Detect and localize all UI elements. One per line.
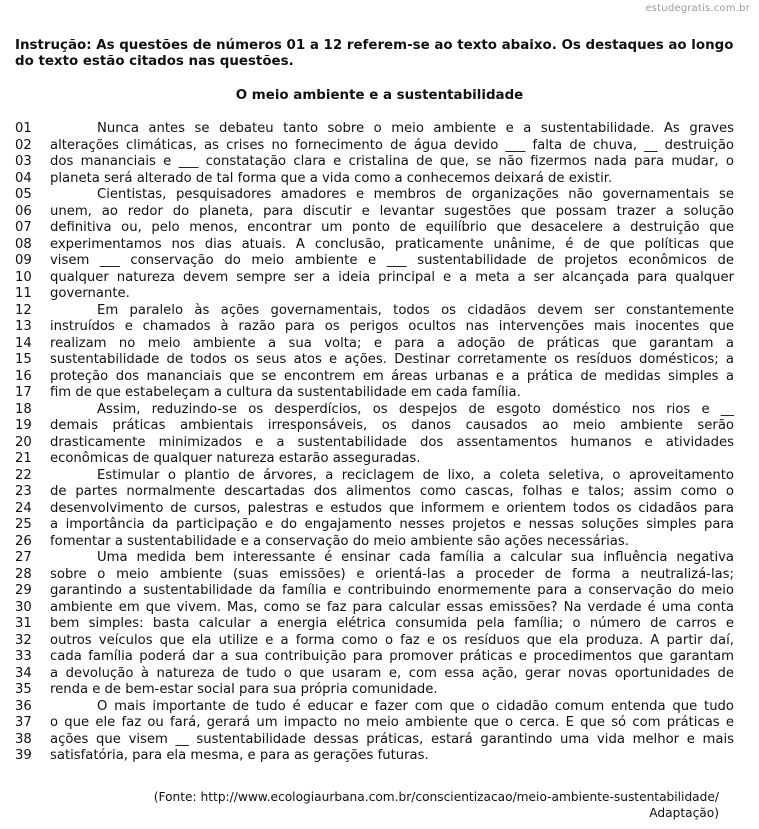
text-line bbox=[15, 550, 734, 567]
line-number: 01 bbox=[15, 121, 32, 136]
line-text: fomentar a sustentabilidade e a conservação do meio ambiente são ações necessárias. bbox=[50, 533, 629, 549]
text-line bbox=[15, 566, 734, 584]
line-text: outros veículos que ela utilize e a forma como o faz e os resíduos que ela produza. A partir daí, bbox=[50, 632, 734, 648]
line-text: Cientistas, pesquisadores amadores e membros de organizações não governamentais se bbox=[97, 187, 734, 202]
line-number: 21 bbox=[15, 451, 32, 466]
line-text: drasticamente minimizados e a sustentabilidade dos assentamentos humanos e atividades bbox=[50, 434, 734, 450]
text-line bbox=[15, 434, 734, 452]
text-line bbox=[15, 335, 734, 353]
line-number: 07 bbox=[15, 220, 32, 235]
text-line bbox=[15, 467, 734, 485]
line-number: 38 bbox=[15, 731, 32, 747]
line-text: planeta será alterado de tal forma que a vida como a conhecemos deixará de existir. bbox=[50, 170, 613, 186]
line-text: de partes normalmente descartadas dos alimentos como cascas, folhas e talos; assim como o bbox=[50, 484, 734, 499]
line-number: 34 bbox=[15, 665, 32, 681]
text-line bbox=[15, 748, 720, 765]
text-line bbox=[15, 269, 734, 287]
line-number: 37 bbox=[15, 715, 32, 730]
line-text: demais práticas ambientais irresponsáveis, os danos causados ao meio ambiente serão bbox=[50, 418, 734, 433]
line-number: 28 bbox=[15, 566, 32, 582]
line-number: 29 bbox=[15, 583, 32, 598]
text-line bbox=[15, 236, 734, 254]
line-text: desenvolvimento de cursos, palestras e estudos que informem e orientem todos os cidadãos para bbox=[50, 500, 734, 516]
line-text: realizam no meio ambiente a sua volta; e para a adoção de práticas que garantam a bbox=[50, 335, 734, 351]
source-url: (Fonte: http://www.ecologiaurbana.com.br/conscientizacao/meio-ambiente-sustentabilidade/ bbox=[153, 790, 719, 804]
text-line bbox=[15, 171, 720, 188]
text-line bbox=[15, 137, 734, 155]
line-text: Em paralelo às ações governamentais, todos os cidadãos devem ser constantemente bbox=[97, 302, 734, 318]
line-number: 16 bbox=[15, 368, 32, 384]
line-text: o que ele faz ou fará, gerará um impacto no meio ambiente que o cerca. E que só com práticas e bbox=[50, 715, 734, 730]
line-number: 05 bbox=[15, 187, 32, 202]
text-line bbox=[15, 517, 734, 534]
line-number: 35 bbox=[15, 682, 32, 697]
line-number: 30 bbox=[15, 599, 32, 615]
site-watermark: estudegratis.com.br bbox=[645, 3, 750, 14]
line-number: 26 bbox=[15, 533, 32, 549]
line-text: ambiente em que vivem. Mas, como se faz para calcular essas emissões? Na verdade é uma conta bbox=[50, 599, 734, 615]
text-line bbox=[15, 583, 734, 600]
line-text: Uma medida bem interessante é ensinar cada família a calcular sua influência negativa bbox=[97, 550, 734, 565]
line-number: 12 bbox=[15, 302, 32, 318]
text-line bbox=[15, 534, 720, 551]
line-text: governante. bbox=[50, 286, 130, 301]
line-number: 24 bbox=[15, 500, 32, 516]
line-text: Nunca antes se debateu tanto sobre o meio ambiente e a sustentabilidade. As graves bbox=[97, 121, 734, 136]
line-number: 27 bbox=[15, 550, 32, 565]
text-line bbox=[15, 451, 720, 468]
line-number: 06 bbox=[15, 203, 32, 219]
text-line bbox=[15, 632, 734, 650]
line-text: satisfatória, para ela mesma, e para as gerações futuras. bbox=[50, 748, 429, 763]
line-text: qualquer natureza devem sempre ser a ideia principal e a meta a ser alcançada para qualquer bbox=[50, 269, 734, 285]
text-line bbox=[15, 121, 734, 138]
line-number: 10 bbox=[15, 269, 32, 285]
line-number: 09 bbox=[15, 253, 32, 268]
line-text: unem, ao redor do planeta, para discutir e levantar sugestões que possam trazer a solução bbox=[50, 203, 734, 219]
text-line bbox=[15, 649, 734, 666]
line-text: alterações climáticas, as crises no fornecimento de água devido ___ falta de chuva, __ destruição bbox=[50, 137, 734, 153]
line-text: renda e de bem-estar social para sua própria comunidade. bbox=[50, 682, 438, 697]
line-number: 03 bbox=[15, 154, 32, 169]
text-line bbox=[15, 220, 734, 237]
text-line bbox=[15, 731, 734, 749]
line-number: 18 bbox=[15, 401, 32, 417]
line-text: definitiva ou, pelo menos, encontrar um ponto de equilíbrio que desacelere a destruição que bbox=[50, 220, 734, 235]
numbered-text-body bbox=[15, 121, 734, 765]
line-number: 33 bbox=[15, 649, 32, 664]
text-title: O meio ambiente e a sustentabilidade bbox=[235, 88, 524, 103]
text-line bbox=[15, 319, 734, 336]
line-text: experimentamos nos dias atuais. A conclusão, praticamente unânime, é de que políticas que bbox=[50, 236, 734, 252]
text-line bbox=[15, 187, 734, 204]
text-line bbox=[15, 418, 734, 435]
text-line bbox=[15, 385, 720, 402]
line-text: Assim, reduzindo-se os desperdícios, os despejos de esgoto doméstico nos rios e __ bbox=[97, 401, 734, 417]
line-text: sustentabilidade de todos os seus atos e ações. Destinar corretamente os resíduos domésticos; a bbox=[50, 352, 734, 367]
text-line bbox=[15, 352, 734, 369]
line-number: 39 bbox=[15, 748, 32, 763]
line-text: cada família poderá dar a sua contribuição para promover práticas e procedimentos que garantam bbox=[50, 649, 734, 664]
line-text: Estimular o plantio de árvores, a reciclagem de lixo, a coleta seletiva, o aproveitamento bbox=[97, 467, 734, 483]
text-line bbox=[15, 682, 720, 699]
line-text: bem simples: basta calcular a energia elétrica consumida pela família; o número de carros e bbox=[50, 616, 734, 631]
line-number: 31 bbox=[15, 616, 32, 631]
line-text: dos mananciais e ___ constatação clara e cristalina de que, se não fizermos nada para mudar, o bbox=[50, 154, 734, 169]
line-number: 08 bbox=[15, 236, 32, 252]
text-line bbox=[15, 154, 734, 171]
text-line bbox=[15, 302, 734, 320]
text-line bbox=[15, 253, 734, 270]
line-text: proteção dos mananciais que se encontrem em áreas urbanas e a prática de medidas simples a bbox=[50, 368, 734, 384]
text-line bbox=[15, 715, 734, 732]
line-text: instruídos e chamados à razão para os perigos ocultos nas intervenções mais inocentes que bbox=[50, 319, 734, 334]
text-line bbox=[15, 500, 734, 518]
line-number: 14 bbox=[15, 335, 32, 351]
line-number: 23 bbox=[15, 484, 32, 499]
line-number: 19 bbox=[15, 418, 32, 433]
line-number: 11 bbox=[15, 286, 32, 301]
line-number: 22 bbox=[15, 467, 32, 483]
line-number: 20 bbox=[15, 434, 32, 450]
line-text: econômicas de qualquer natureza estarão asseguradas. bbox=[50, 451, 421, 466]
line-text: visem ___ conservação do meio ambiente e ___ sustentabilidade de projetos econômicos de bbox=[50, 253, 734, 268]
text-line bbox=[15, 484, 734, 501]
text-line bbox=[15, 698, 734, 716]
line-number: 04 bbox=[15, 170, 32, 186]
source-adaptation: Adaptação) bbox=[649, 806, 719, 820]
line-number: 17 bbox=[15, 385, 32, 400]
line-number: 02 bbox=[15, 137, 32, 153]
line-number: 25 bbox=[15, 517, 32, 532]
line-text: fim de que estabeleçam a cultura da sustentabilidade em cada família. bbox=[50, 385, 521, 400]
text-line bbox=[15, 599, 734, 617]
text-line bbox=[15, 665, 734, 683]
line-text: a devolução à natureza de tudo o que usaram e, com essa ação, gerar novas oportunidades de bbox=[50, 665, 734, 681]
source-citation bbox=[99, 789, 719, 821]
instruction-text: Instrução: As questões de números 01 a 12 referem-se ao texto abaixo. Os destaques ao longo do texto estão citados nas questões. bbox=[15, 38, 734, 69]
text-line bbox=[15, 616, 734, 633]
line-text: garantindo a sustentabilidade da família e contribuindo enormemente para a conservação do meio bbox=[50, 583, 734, 598]
line-text: O mais importante de tudo é educar e fazer com que o cidadão comum entenda que tudo bbox=[97, 698, 734, 714]
line-text: sobre o meio ambiente (suas emissões) e orientá-las a proceder de forma a neutralizá-las; bbox=[50, 566, 734, 582]
text-line bbox=[15, 203, 734, 221]
line-number: 36 bbox=[15, 698, 32, 714]
line-number: 15 bbox=[15, 352, 32, 367]
text-line bbox=[15, 286, 720, 303]
text-line bbox=[15, 368, 734, 386]
line-number: 32 bbox=[15, 632, 32, 648]
line-text: ações que visem __ sustentabilidade dessas práticas, estará garantindo uma vida melhor e mais bbox=[50, 731, 734, 747]
text-line bbox=[15, 401, 734, 419]
line-text: a importância da participação e do engajamento nesses projetos e nessas soluções simples para bbox=[50, 517, 734, 532]
line-number: 13 bbox=[15, 319, 32, 334]
